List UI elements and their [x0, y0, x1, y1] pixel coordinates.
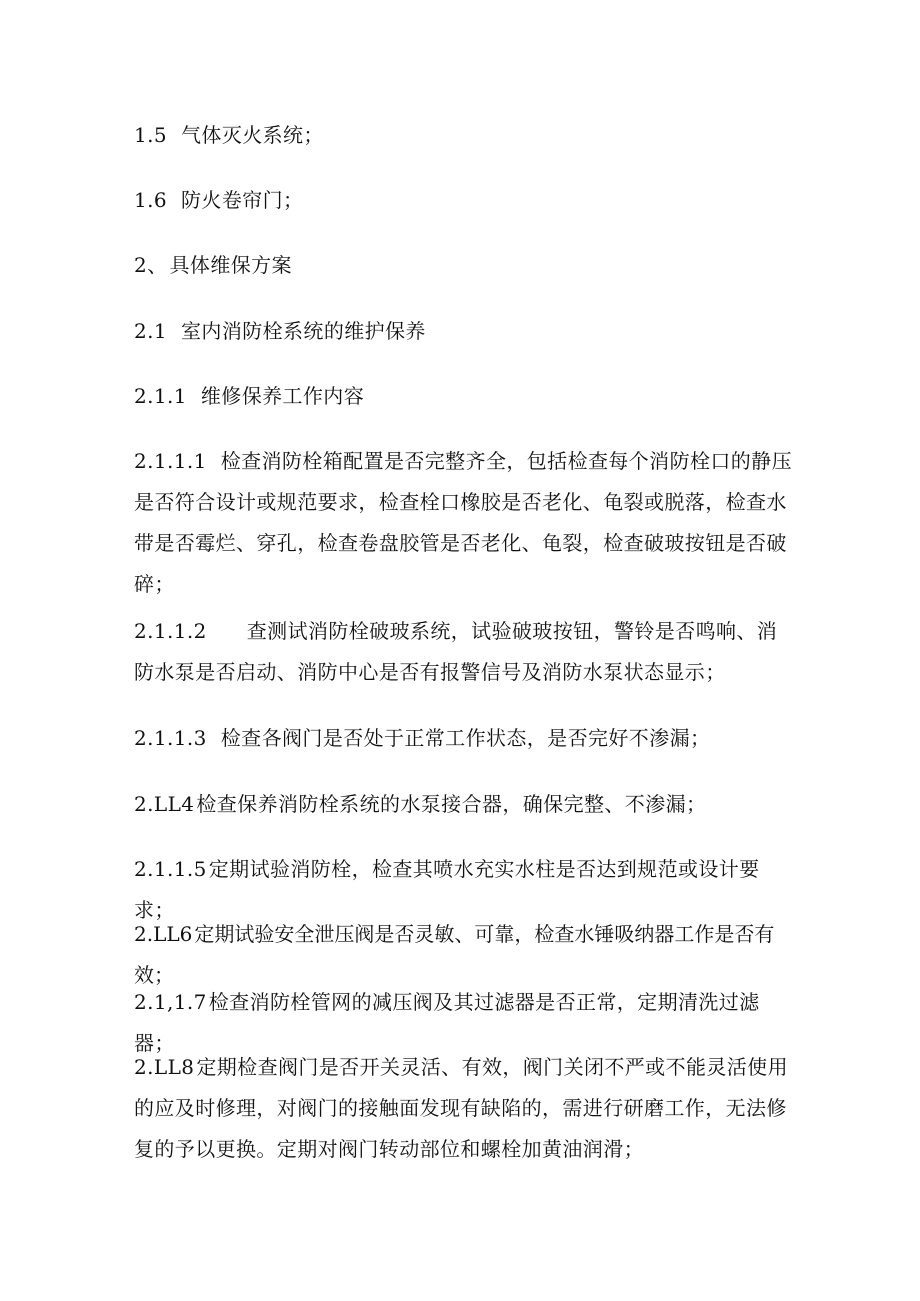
paragraph-2-1-1-8 — [134, 1047, 794, 1170]
section-number: 2.LL6 — [134, 922, 193, 946]
section-number: 2.1.1.5 — [134, 857, 207, 881]
paragraph-text: 检查各阀门是否处于正常工作状态，是否完好不渗漏； — [220, 726, 711, 750]
section-number: 2.1.1.3 — [134, 726, 207, 750]
paragraph-text: 检查消防栓管网的减压阀及其过滤器是否正常，定期清洗过滤器； — [134, 990, 760, 1055]
paragraph-2-1 — [134, 311, 794, 352]
section-number: 2、 — [134, 253, 168, 277]
section-number: 2.1.1 — [134, 384, 187, 408]
paragraph-text: 防火卷帘门； — [181, 188, 304, 212]
section-number: 2.1.1.2 — [134, 619, 207, 643]
paragraph-2-1-1-2 — [134, 611, 794, 693]
paragraph-text: 定期试验消防栓，检查其喷水充实水柱是否达到规范或设计要求； — [134, 857, 760, 922]
paragraph-1-5 — [134, 115, 794, 156]
paragraph-text: 维修保养工作内容 — [200, 384, 365, 408]
section-number: 2.LL8 — [134, 1055, 195, 1079]
paragraph-2-1-1 — [134, 376, 794, 417]
paragraph-text: 气体灭火系统； — [181, 123, 324, 147]
section-number: 2.1.1.1 — [134, 449, 207, 473]
paragraph-text: 定期检查阀门是否开关灵活、有效，阀门关闭不严或不能灵活使用的应及时修理，对阀门的接触面发现有缺陷的，需进行研磨工作，无法修复的予以更换。定期对阀门转动部位和螺栓加黄油润滑； — [134, 1055, 788, 1161]
paragraph-text: 查测试消防栓破玻系统，试验破玻按钮，警铃是否鸣响、消防水泵是否启动、消防中心是否有报警信号及消防水泵状态显示； — [134, 619, 778, 684]
paragraph-text: 定期试验安全泄压阀是否灵敏、可靠，检查水锤吸纳器工作是否有效； — [134, 922, 775, 987]
section-number: 1.6 — [134, 188, 168, 212]
paragraph-text: 检查消防栓箱配置是否完整齐全，包括检查每个消防栓口的静压是否符合设计或规范要求，检查栓口橡胶是否老化、龟裂或脱落，检查水带是否霉烂、穿孔，检查卷盘胶管是否老化、龟裂，检查破玻按钮是否破碎； — [134, 449, 792, 596]
section-number: 2.1 — [134, 319, 168, 343]
paragraph-text: 室内消防栓系统的维护保养 — [181, 319, 426, 343]
section-number: 2.LL4 — [134, 792, 195, 816]
paragraph-1-6 — [134, 180, 794, 221]
paragraph-2 — [134, 245, 794, 286]
paragraph-text: 具体维保方案 — [169, 253, 292, 277]
section-number: 2.1,1.7 — [134, 990, 207, 1014]
paragraph-2-1-1-3 — [134, 718, 794, 759]
section-number: 1.5 — [134, 123, 168, 147]
paragraph-2-1-1-1 — [134, 441, 794, 605]
paragraph-2-1-1-4 — [134, 784, 794, 825]
paragraph-text: 检查保养消防栓系统的水泵接合器，确保完整、不渗漏； — [196, 792, 707, 816]
